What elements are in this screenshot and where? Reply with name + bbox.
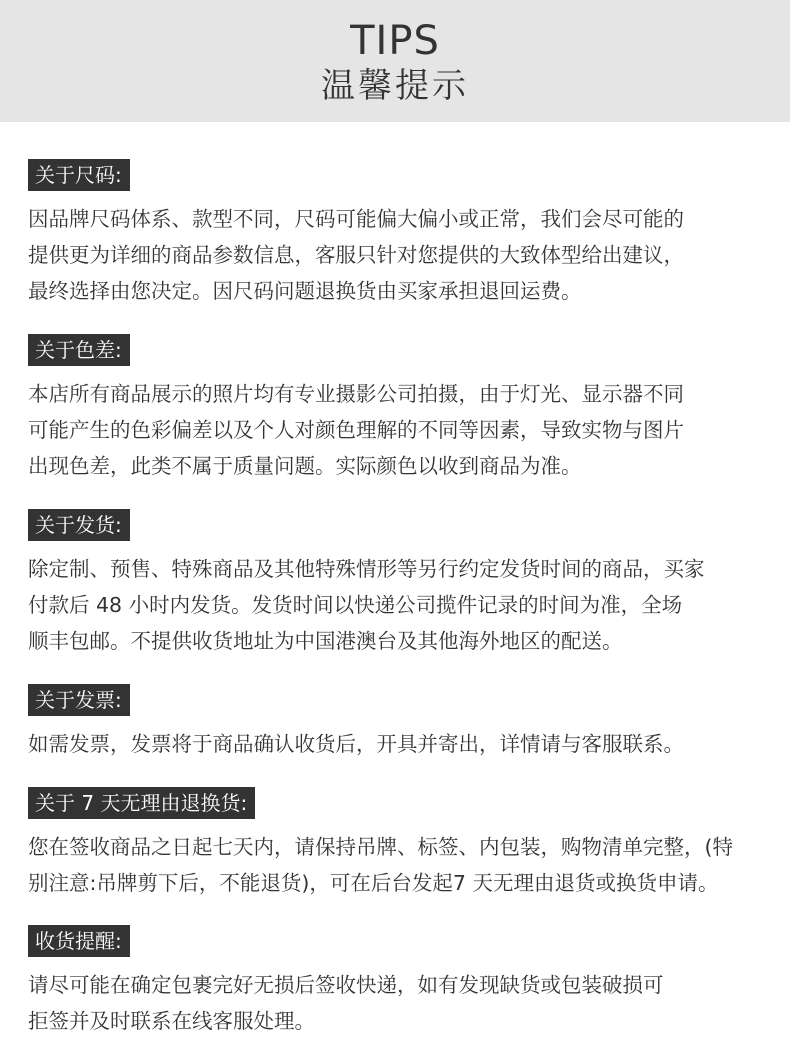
section-label-color: 关于色差: [28, 334, 130, 366]
section-body-invoice [28, 726, 762, 762]
section-label-invoice: 关于发票: [28, 684, 130, 716]
tips-header [0, 0, 790, 122]
section-label-returns: 关于 7 天无理由退换货: [28, 787, 255, 819]
section-label-receipt: 收货提醒: [28, 925, 130, 957]
body-line: 可能产生的色彩偏差以及个人对颜色理解的不同等因素，导致实物与图片 [28, 418, 684, 442]
body-line: 您在签收商品之日起七天内，请保持吊牌、标签、内包装，购物清单完整，(特 [28, 835, 733, 859]
body-line: 因品牌尺码体系、款型不同，尺码可能偏大偏小或正常，我们会尽可能的 [28, 207, 684, 231]
section-color [28, 334, 762, 484]
header-subtitle: 温馨提示 [321, 66, 469, 106]
body-line: 提供更为详细的商品参数信息，客服只针对您提供的大致体型给出建议， [28, 243, 684, 267]
body-line: 出现色差，此类不属于质量问题。实际颜色以收到商品为准。 [28, 454, 582, 478]
section-size [28, 159, 762, 309]
body-line: 拒签并及时联系在线客服处理。 [28, 1009, 315, 1033]
section-shipping [28, 509, 762, 659]
body-line: 最终选择由您决定。因尺码问题退换货由买家承担退回运费。 [28, 279, 582, 303]
body-line: 如需发票，发票将于商品确认收货后，开具并寄出，详情请与客服联系。 [28, 732, 684, 756]
section-body-color [28, 376, 762, 484]
body-line: 除定制、预售、特殊商品及其他特殊情形等另行约定发货时间的商品，买家 [28, 557, 705, 581]
body-line: 顺丰包邮。不提供收货地址为中国港澳台及其他海外地区的配送。 [28, 629, 623, 653]
section-returns [28, 787, 762, 901]
body-line: 付款后 48 小时内发货。发货时间以快递公司揽件记录的时间为准，全场 [28, 593, 683, 617]
header-title: TIPS [350, 18, 440, 64]
body-line: 本店所有商品展示的照片均有专业摄影公司拍摄，由于灯光、显示器不同 [28, 382, 684, 406]
section-receipt-reminder [28, 925, 762, 1039]
section-label-size: 关于尺码: [28, 159, 130, 191]
section-body-shipping [28, 551, 762, 659]
section-body-receipt [28, 967, 762, 1039]
body-line: 别注意:吊牌剪下后，不能退货)，可在后台发起7 天无理由退货或换货申请。 [28, 871, 719, 895]
section-label-shipping: 关于发货: [28, 509, 130, 541]
tips-content [0, 159, 790, 1039]
section-body-size [28, 201, 762, 309]
section-body-returns [28, 829, 762, 901]
section-invoice [28, 684, 762, 762]
body-line: 请尽可能在确定包裹完好无损后签收快递，如有发现缺货或包装破损可 [28, 973, 664, 997]
